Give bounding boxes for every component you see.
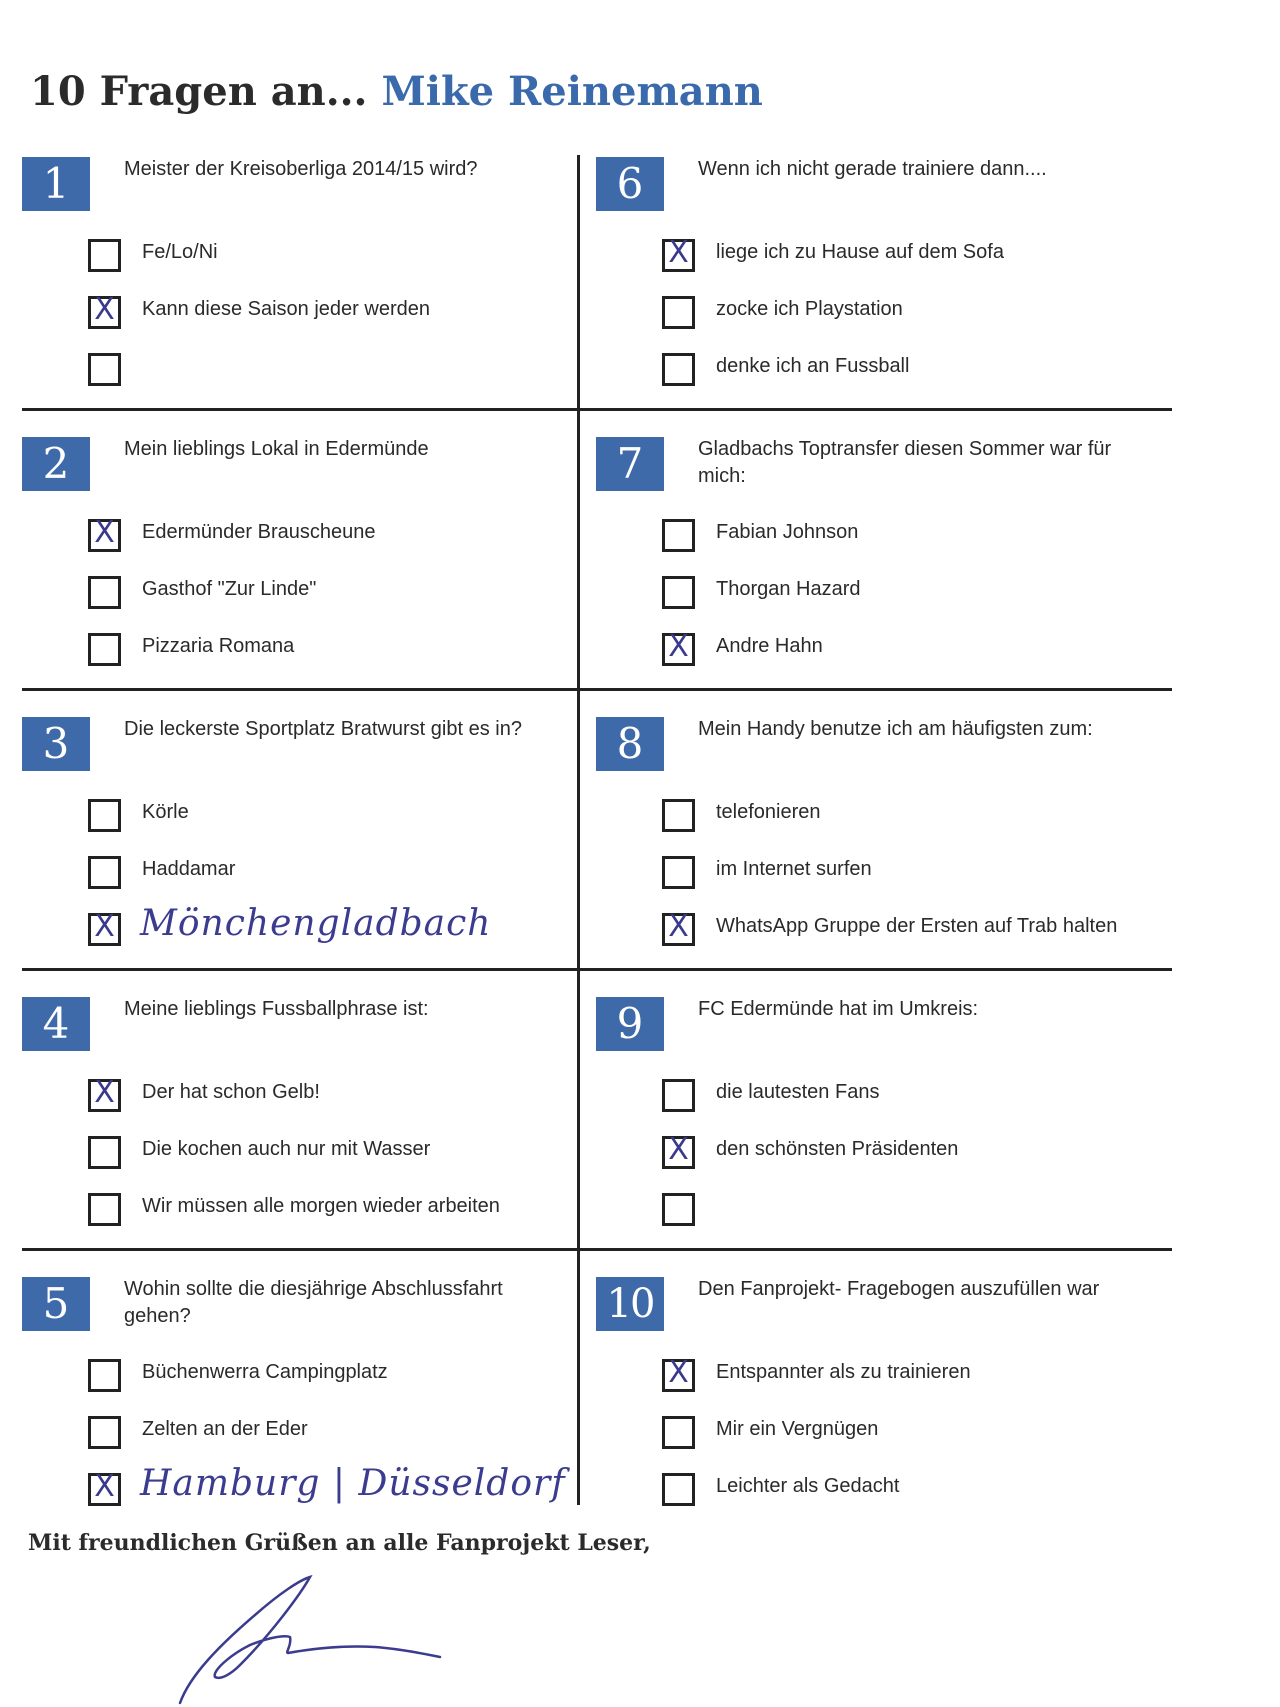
answer-label: zocke ich Playstation	[716, 298, 903, 320]
answer-checkbox[interactable]	[662, 909, 695, 946]
question-section-10	[596, 1277, 1136, 1547]
check-x-icon: X	[94, 1469, 115, 1504]
question-text: Gladbachs Toptransfer diesen Sommer war für mich:	[698, 438, 1112, 487]
question-number-badge: 9	[596, 997, 664, 1051]
question-section-5	[22, 1277, 566, 1547]
question-number-badge: 10	[596, 1277, 664, 1331]
answer-checkbox[interactable]	[88, 1136, 121, 1169]
question-number-badge: 3	[22, 717, 90, 771]
answer-label: Edermünder Brauscheune	[142, 521, 376, 543]
page-title	[30, 68, 763, 115]
answer-label: den schönsten Präsidenten	[716, 1138, 959, 1160]
check-x-icon: X	[94, 909, 115, 944]
check-x-icon: X	[94, 515, 115, 550]
check-x-icon: X	[668, 629, 689, 664]
answer-checkbox[interactable]	[88, 239, 121, 272]
answer-checkbox[interactable]	[662, 1193, 695, 1226]
answer-checkbox[interactable]	[88, 633, 121, 666]
question-text: Mein Handy benutze ich am häufigsten zum:	[698, 718, 1093, 740]
answer-label: Fabian Johnson	[716, 521, 859, 543]
answer-checkbox[interactable]	[88, 909, 121, 946]
handwritten-answer: Hamburg | Düsseldorf	[140, 1463, 566, 1504]
question-text: Mein lieblings Lokal in Edermünde	[124, 438, 429, 460]
title-prefix: 10 Fragen an...	[30, 68, 368, 115]
answer-label: Der hat schon Gelb!	[142, 1081, 320, 1103]
question-text: Den Fanprojekt- Fragebogen auszufüllen war	[698, 1278, 1100, 1300]
question-number-badge: 2	[22, 437, 90, 491]
answer-label: Fe/Lo/Ni	[142, 241, 218, 263]
answer-label: Mir ein Vergnügen	[716, 1418, 879, 1440]
question-text: Wohin sollte die diesjährige Abschlussfahrt gehen?	[124, 1278, 503, 1327]
answer-label: Zelten an der Eder	[142, 1418, 308, 1440]
question-text: Meine lieblings Fussballphrase ist:	[124, 998, 429, 1020]
question-section-9	[596, 997, 1136, 1267]
answer-checkbox[interactable]	[662, 1473, 695, 1506]
answer-checkbox[interactable]	[662, 799, 695, 832]
check-x-icon: X	[668, 1132, 689, 1167]
answer-checkbox[interactable]	[662, 353, 695, 386]
answer-checkbox[interactable]	[662, 1416, 695, 1449]
handwritten-answer: Mönchengladbach	[140, 903, 492, 944]
question-section-3	[22, 717, 562, 987]
question-section-7	[596, 437, 1136, 707]
answer-checkbox[interactable]	[662, 1079, 695, 1112]
answer-label: Gasthof "Zur Linde"	[142, 578, 317, 600]
question-text: Wenn ich nicht gerade trainiere dann....	[698, 158, 1047, 180]
question-section-4	[22, 997, 562, 1267]
answer-label: Die kochen auch nur mit Wasser	[142, 1138, 431, 1160]
answer-checkbox[interactable]	[88, 1075, 121, 1112]
question-section-1	[22, 157, 562, 427]
answer-label: Leichter als Gedacht	[716, 1475, 900, 1497]
answer-label: liege ich zu Hause auf dem Sofa	[716, 241, 1004, 263]
answer-checkbox[interactable]	[662, 1355, 695, 1392]
answer-label: Kann diese Saison jeder werden	[142, 298, 430, 320]
answer-checkbox[interactable]	[88, 1469, 121, 1506]
answer-label: telefonieren	[716, 801, 821, 823]
answer-checkbox[interactable]	[662, 296, 695, 329]
answer-checkbox[interactable]	[88, 799, 121, 832]
question-section-2	[22, 437, 562, 707]
question-number-badge: 5	[22, 1277, 90, 1331]
answer-checkbox[interactable]	[88, 856, 121, 889]
question-number-badge: 6	[596, 157, 664, 211]
question-section-8	[596, 717, 1136, 987]
question-text: FC Edermünde hat im Umkreis:	[698, 998, 979, 1020]
answer-checkbox[interactable]	[662, 576, 695, 609]
answer-checkbox[interactable]	[88, 1193, 121, 1226]
question-section-6	[596, 157, 1136, 427]
answer-checkbox[interactable]	[88, 1359, 121, 1392]
check-x-icon: X	[668, 1355, 689, 1390]
answer-checkbox[interactable]	[662, 519, 695, 552]
question-text: Meister der Kreisoberliga 2014/15 wird?	[124, 158, 478, 180]
question-number-badge: 8	[596, 717, 664, 771]
check-x-icon: X	[94, 292, 115, 327]
answer-label: Andre Hahn	[716, 635, 823, 657]
answer-checkbox[interactable]	[662, 235, 695, 272]
answer-checkbox[interactable]	[88, 292, 121, 329]
answer-label: Büchenwerra Campingplatz	[142, 1361, 388, 1383]
question-number-badge: 7	[596, 437, 664, 491]
column-divider	[577, 155, 580, 1505]
answer-label: Pizzaria Romana	[142, 635, 295, 657]
closing-line: Mit freundlichen Grüßen an alle Fanprojekt Leser,	[28, 1530, 651, 1556]
check-x-icon: X	[668, 235, 689, 270]
answer-checkbox[interactable]	[662, 856, 695, 889]
title-name: Mike Reinemann	[381, 68, 763, 115]
answer-label: Haddamar	[142, 858, 236, 880]
check-x-icon: X	[668, 909, 689, 944]
question-number-badge: 1	[22, 157, 90, 211]
question-text: Die leckerste Sportplatz Bratwurst gibt es in?	[124, 718, 522, 740]
question-number-badge: 4	[22, 997, 90, 1051]
answer-label: denke ich an Fussball	[716, 355, 910, 377]
answer-label: WhatsApp Gruppe der Ersten auf Trab halten	[716, 915, 1118, 937]
signature	[160, 1575, 460, 1707]
answer-checkbox[interactable]	[88, 515, 121, 552]
answer-label: die lautesten Fans	[716, 1081, 880, 1103]
answer-checkbox[interactable]	[88, 1416, 121, 1449]
answer-checkbox[interactable]	[88, 353, 121, 386]
answer-checkbox[interactable]	[662, 1132, 695, 1169]
answer-label: Thorgan Hazard	[716, 578, 861, 600]
answer-label: Körle	[142, 801, 189, 823]
check-x-icon: X	[94, 1075, 115, 1110]
answer-label: Wir müssen alle morgen wieder arbeiten	[142, 1195, 500, 1217]
answer-checkbox[interactable]	[88, 576, 121, 609]
answer-label: Entspannter als zu trainieren	[716, 1361, 971, 1383]
answer-label: im Internet surfen	[716, 858, 872, 880]
answer-checkbox[interactable]	[662, 629, 695, 666]
